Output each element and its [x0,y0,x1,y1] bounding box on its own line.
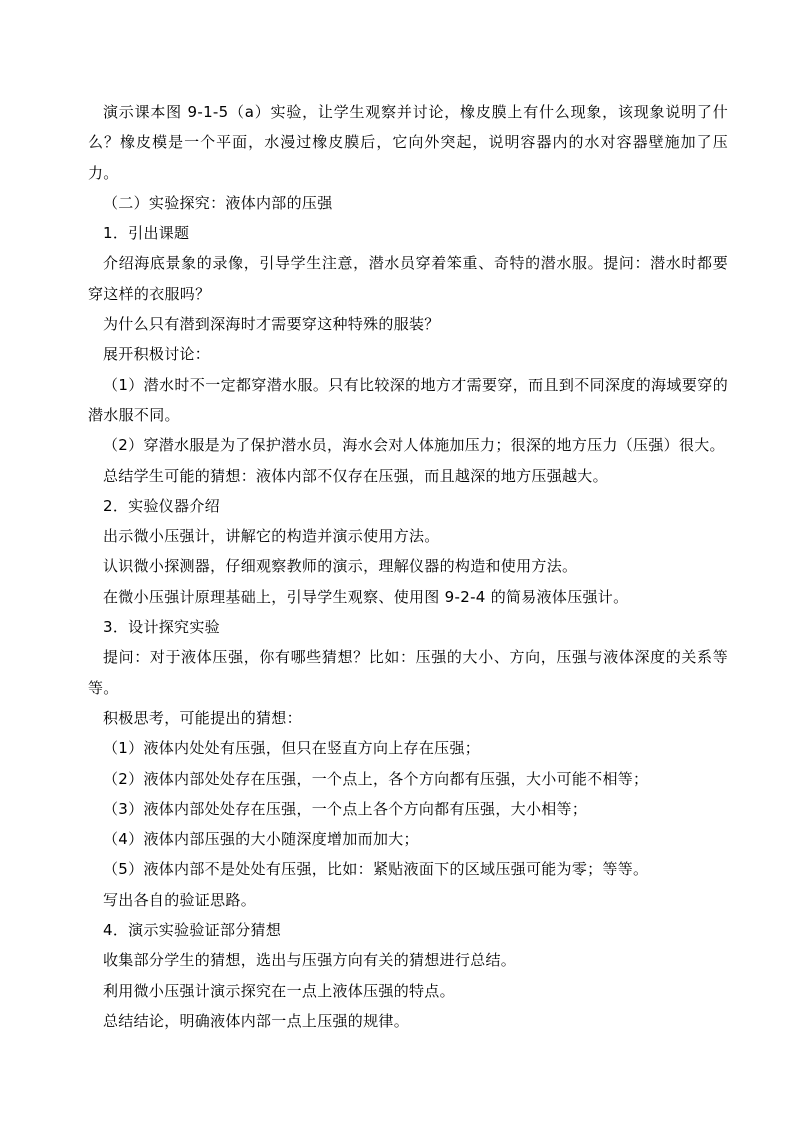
paragraph-possible-guesses: 积极思考，可能提出的猜想： [103,708,302,727]
paragraph-conclusion: 总结结论，明确液体内部一点上压强的规律。 [103,1011,410,1030]
paragraph-question-guesses: 提问：对于液体压强，你有哪些猜想？比如：压强的大小、方向，压强与液体深度的关系等等。 [88,648,728,697]
paragraph-simple-gauge: 在微小压强计原理基础上，引导学生观察、使用图 9-2-4 的简易液体压强计。 [103,587,629,606]
list-item-guess-5: （5）液体内部不是处处有压强，比如：紧贴液面下的区域压强可能为零；等等。 [103,860,649,879]
list-item-guess-2: （2）液体内部处处存在压强，一个点上，各个方向都有压强，大小可能不相等； [103,769,649,788]
list-item-discussion-2: （2）穿潜水服是为了保护潜水员，海水会对人体施加压力；很深的地方压力（压强）很大。 [103,436,725,455]
paragraph-write-ideas: 写出各自的验证思路。 [103,890,257,909]
subheading-instrument-intro: 2．实验仪器介绍 [103,496,220,515]
list-item-discussion-1: （1）潜水时不一定都穿潜水服。只有比较深的地方才需要穿，而且到不同深度的海域要穿的潜水服不同。 [88,375,728,424]
paragraph-show-gauge: 出示微小压强计，讲解它的构造并演示使用方法。 [103,527,440,546]
subheading-introduce-topic: 1．引出课题 [103,224,190,243]
paragraph-know-detector: 认识微小探测器，仔细观察教师的演示，理解仪器的构造和使用方法。 [103,557,578,576]
document-body [88,97,728,1036]
list-item-guess-4: （4）液体内部压强的大小随深度增加而加大； [103,830,419,849]
paragraph-demo-point-pressure: 利用微小压强计演示探究在一点上液体压强的特点。 [103,981,455,1000]
subheading-design-experiment: 3．设计探究实验 [103,618,220,637]
list-item-guess-1: （1）液体内处处有压强，但只在竖直方向上存在压强； [103,739,481,758]
paragraph-summary-guess: 总结学生可能的猜想：液体内部不仅存在压强，而且越深的地方压强越大。 [103,466,608,485]
paragraph-question-deep-sea: 为什么只有潜到深海时才需要穿这种特殊的服装？ [103,315,440,334]
paragraph-demo-experiment: 演示课本图 9-1-5（a）实验，让学生观察并讨论，橡皮膜上有什么现象，该现象说明了什么？橡皮模是一个平面，水漫过橡皮膜后，它向外突起，说明容器内的水对容器壁施加了压力。 [88,103,728,182]
list-item-guess-3: （3）液体内部处处存在压强，一个点上各个方向都有压强，大小相等； [103,799,588,818]
subheading-demo-verify: 4．演示实验验证部分猜想 [103,921,282,940]
paragraph-discussion-intro: 展开积极讨论： [103,345,211,364]
section-heading-experiment-inquiry: （二）实验探究：液体内部的压强 [103,193,333,212]
paragraph-collect-guesses: 收集部分学生的猜想，选出与压强方向有关的猜想进行总结。 [103,951,517,970]
paragraph-seabed-video: 介绍海底景象的录像，引导学生注意，潜水员穿着笨重、奇特的潜水服。提问：潜水时都要穿这样的衣服吗？ [88,254,728,303]
